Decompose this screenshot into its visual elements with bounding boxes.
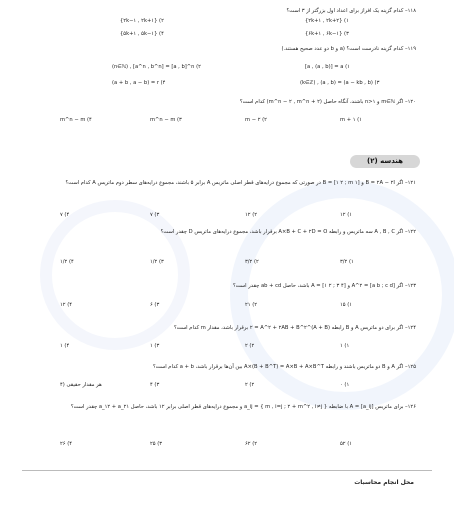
question-number: ۱۲۶ — [407, 404, 416, 410]
section-header: هندسه (۲) — [350, 155, 420, 168]
question-number: ۱۲۱ — [407, 180, 416, 186]
question-126: ۱۲۶– برای ماتریس A = [a_ij] با ضابطه a_ij = { m , i=j ; ۲ + m^۲ , i≠j } و مجموع درایه‌های قطر اصلی برابر ۱۲ باشد، حاصل a_۱۲ + a_۲۱ چقدر است؟ — [70, 404, 416, 410]
option[interactable]: [a , (a , b)] = a (۱ — [305, 64, 350, 70]
option[interactable]: ۳/۲ (۲ — [245, 259, 259, 265]
option[interactable]: ۱ (۴ — [60, 343, 70, 349]
option[interactable]: ۲۱ (۲ — [245, 302, 258, 308]
option[interactable]: m^n − m (۴ — [60, 117, 92, 123]
option[interactable]: ۱۲ (۴ — [60, 302, 73, 308]
option[interactable]: ۰ (۱ — [340, 382, 350, 388]
question-number: ۱۲۲ — [407, 229, 416, 235]
separator — [22, 470, 432, 471]
question-text: اگر A^۲ = [a b ; c d] و A = [۱ ۲ ; ۳ ۴] باشد، حاصل ab + cd چقدر است؟ — [232, 283, 404, 289]
option[interactable]: (a + b , a − b) = r (۴ — [112, 80, 166, 86]
option[interactable]: m + ۱ (۱ — [340, 117, 362, 123]
question-number: ۱۲۵ — [407, 364, 416, 370]
question-text: اگر A و B دو ماتریس باشند و رابطه A×(B + B^T) = A×B + A×B^T بین آن‌ها برقرار باشد، a + b کدام است؟ — [153, 364, 404, 370]
question-number: ۱۱۸ — [407, 8, 416, 14]
option[interactable]: ۲ (۲ — [245, 343, 255, 349]
option[interactable]: ۲۶ (۴ — [60, 441, 73, 447]
question-122: ۱۲۲– اگر A , B , C سه ماتریس و رابطه A×B + C + ۲D = O برقرار باشد، مجموع درایه‌های ماتریس D چقدر است؟ — [160, 229, 416, 235]
option[interactable]: ۵۲ (۱ — [340, 441, 353, 447]
question-text: اگر برای دو ماتریس A و B رابطه (A + B)^۲ = A^۲ + ۲AB + B^۲ برقرار باشد، مقدار m کدام است؟ — [173, 325, 404, 331]
question-124: ۱۲۴– اگر برای دو ماتریس A و B رابطه (A + B)^۲ = A^۲ + ۲AB + B^۲ برقرار باشد، مقدار m کدام است؟ — [173, 325, 416, 331]
option[interactable]: (n∈ℕ) , [a^n , b^n] = [a , b]^n (۲ — [112, 64, 201, 70]
option[interactable]: ۲۵ (۳ — [150, 441, 163, 447]
option[interactable]: ۱/۲ (۴ — [60, 259, 74, 265]
question-118: ۱۱۸– کدام گزینه یک افراز برای اعداد اول بزرگتر از ۳ است؟ — [286, 8, 416, 14]
question-121: ۱۲۱– اگر B = ۲A − ۲I و B = [۱ ۲ ; m ۱] در صورتی که مجموع درایه‌های قطر اصلی ماتریس A برابر ۵ باشند، مجموع درایه‌های سطر دوم ماتریس A کدام است؟ — [65, 180, 416, 186]
option[interactable]: ۱۲ (۲ — [245, 212, 258, 218]
question-text: کدام گزینه یک افراز برای اعداد اول بزرگتر از ۳ است؟ — [286, 8, 404, 14]
question-text: اگر m∈ℕ و n>۱ باشند، آنگاه حاصل (m^n − ۲ , m^n + ۲) کدام است؟ — [239, 99, 404, 105]
option[interactable]: {۲k+۱ , ۲k+۲} (۱ — [305, 18, 349, 24]
option[interactable]: ۱ (۳ — [150, 343, 160, 349]
question-125: ۱۲۵– اگر A و B دو ماتریس باشند و رابطه A×(B + B^T) = A×B + A×B^T بین آن‌ها برقرار باشد، a + b کدام است؟ — [153, 364, 416, 370]
footer-label: محل انجام محاسبات — [354, 479, 414, 486]
option[interactable]: m^n − m (۳ — [150, 117, 182, 123]
option[interactable]: ۲ (۲ — [245, 382, 255, 388]
question-119: ۱۱۹– کدام گزینه نادرست است؟ (a و b دو عدد صحیح هستند.) — [281, 46, 416, 52]
option[interactable]: {۲k−۱ , ۲k+۱} (۲ — [120, 18, 164, 24]
option[interactable]: ۳/۲ (۱ — [340, 259, 354, 265]
option[interactable]: ۴ (۳ — [150, 382, 160, 388]
question-text: برای ماتریس A = [a_ij] با ضابطه a_ij = { m , i=j ; ۲ + m^۲ , i≠j } و مجموع درایه‌های قطر اصلی برابر ۱۲ باشد، حاصل a_۱۲ + a_۲۱ چقدر است؟ — [70, 404, 404, 410]
option[interactable]: ۶ (۳ — [150, 302, 160, 308]
option[interactable]: (k∈ℤ) , (a , b) = (a − kb , b) (۳ — [300, 80, 380, 86]
option[interactable]: ۷ (۳ — [150, 212, 160, 218]
question-text: اگر A , B , C سه ماتریس و رابطه A×B + C + ۲D = O برقرار باشد، مجموع درایه‌های ماتریس D چقدر است؟ — [160, 229, 404, 235]
option[interactable]: {۵k+۱ , ۵k−۱} (۴ — [120, 31, 164, 37]
question-120: ۱۲۰– اگر m∈ℕ و n>۱ باشند، آنگاه حاصل (m^n − ۲ , m^n + ۲) کدام است؟ — [239, 99, 416, 105]
option[interactable]: هر مقدار حقیقی (۴ — [60, 382, 102, 388]
option[interactable]: m − ۲ (۲ — [245, 117, 267, 123]
option[interactable]: ۱/۲ (۳ — [150, 259, 164, 265]
question-text: اگر B = ۲A − ۲I و B = [۱ ۲ ; m ۱] در صورتی که مجموع درایه‌های قطر اصلی ماتریس A برابر ۵ باشند، مجموع درایه‌های سطر دوم ماتریس A کدام است؟ — [65, 180, 404, 186]
option[interactable]: {۶k+۱ , ۶k−۱} (۳ — [305, 31, 349, 37]
question-number: ۱۲۳ — [407, 283, 416, 289]
question-number: ۱۲۴ — [407, 325, 416, 331]
question-number: ۱۲۰ — [407, 99, 416, 105]
option[interactable]: ۷ (۴ — [60, 212, 70, 218]
question-text: کدام گزینه نادرست است؟ (a و b دو عدد صحیح هستند.) — [281, 46, 404, 52]
question-123: ۱۲۳– اگر A^۲ = [a b ; c d] و A = [۱ ۲ ; ۳ ۴] باشد، حاصل ab + cd چقدر است؟ — [232, 283, 416, 289]
option[interactable]: ۱۵ (۱ — [340, 302, 353, 308]
option[interactable]: ۶۲ (۲ — [245, 441, 258, 447]
option[interactable]: ۱ (۱ — [340, 343, 350, 349]
question-number: ۱۱۹ — [407, 46, 416, 52]
option[interactable]: ۱۲ (۱ — [340, 212, 353, 218]
